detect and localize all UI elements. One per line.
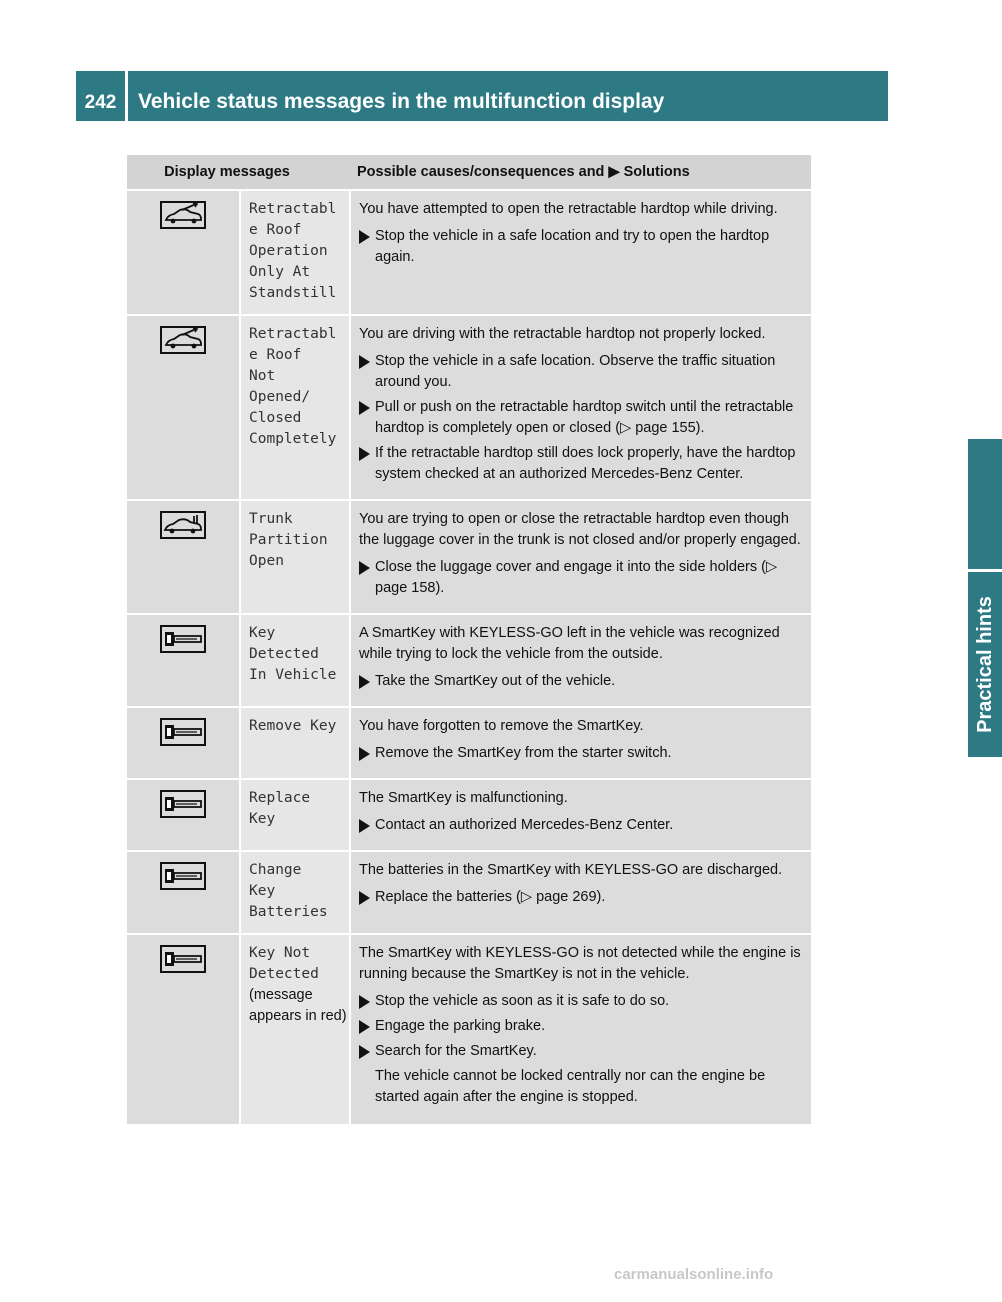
table-row bbox=[127, 501, 811, 615]
causes-solutions bbox=[349, 708, 811, 780]
step-text: Replace the batteries (▷ page 269). bbox=[375, 889, 606, 905]
display-message bbox=[239, 708, 349, 780]
solution-step bbox=[359, 557, 805, 599]
step-arrow-icon bbox=[359, 226, 370, 251]
note-text: The vehicle cannot be locked centrally nor can the engine be started again after the engine is stopped. bbox=[375, 1068, 766, 1105]
step-arrow-icon bbox=[359, 1041, 370, 1066]
step-arrow-icon bbox=[359, 557, 370, 582]
display-message-line: Retractabl bbox=[249, 326, 337, 342]
display-message bbox=[239, 615, 349, 708]
display-message bbox=[239, 316, 349, 501]
display-message-line: Opened/ bbox=[249, 389, 311, 405]
table-row bbox=[127, 852, 811, 935]
display-message-line: Operation bbox=[249, 243, 328, 259]
step-arrow-icon bbox=[359, 991, 370, 1016]
display-message-line: Partition bbox=[249, 532, 328, 548]
causes-solutions bbox=[349, 191, 811, 316]
step-arrow-icon bbox=[359, 743, 370, 768]
step-arrow-icon bbox=[359, 671, 370, 696]
solution-step bbox=[359, 351, 805, 393]
display-message-line: Key bbox=[249, 625, 276, 641]
causes-solutions bbox=[349, 501, 811, 615]
display-message-line: Detected bbox=[249, 646, 319, 662]
step-text: Stop the vehicle in a safe location. Observe the traffic situation around you. bbox=[375, 353, 776, 390]
display-message-line: Key bbox=[249, 811, 276, 827]
display-message-line: Key Not bbox=[249, 945, 311, 961]
smartkey-icon bbox=[127, 615, 239, 708]
solution-step bbox=[359, 397, 805, 439]
display-message bbox=[239, 780, 349, 852]
display-message-line: Change bbox=[249, 862, 302, 878]
solution-step bbox=[359, 991, 805, 1012]
display-message bbox=[239, 501, 349, 615]
cause-text: The SmartKey is malfunctioning. bbox=[359, 790, 568, 806]
table-row bbox=[127, 316, 811, 501]
table-row bbox=[127, 935, 811, 1126]
convertible-roof-warning-icon bbox=[127, 191, 239, 316]
convertible-roof-warning-icon bbox=[127, 316, 239, 501]
causes-solutions bbox=[349, 780, 811, 852]
page-number: 242 bbox=[76, 71, 125, 121]
table-row bbox=[127, 615, 811, 708]
solution-step bbox=[359, 815, 805, 836]
messages-table bbox=[127, 155, 811, 1126]
solution-step bbox=[359, 443, 805, 485]
step-text: If the retractable hardtop still does lock properly, have the hardtop system checked at an authorized Mercedes-Benz Center. bbox=[375, 445, 796, 482]
display-message-line: Standstill bbox=[249, 285, 337, 301]
display-message-line: Key bbox=[249, 883, 276, 899]
display-message-line: Trunk bbox=[249, 511, 293, 527]
step-text: Take the SmartKey out of the vehicle. bbox=[375, 673, 616, 689]
display-message-line: e Roof bbox=[249, 347, 302, 363]
display-message-line: Retractabl bbox=[249, 201, 337, 217]
display-message-line: Not bbox=[249, 368, 276, 384]
step-text: Stop the vehicle as soon as it is safe to do so. bbox=[375, 993, 670, 1009]
step-arrow-icon bbox=[359, 887, 370, 912]
display-message-line: In Vehicle bbox=[249, 667, 337, 683]
cause-text: You have forgotten to remove the SmartKey. bbox=[359, 718, 644, 734]
cause-text: The SmartKey with KEYLESS-GO is not detected while the engine is running because the SmartKey is not in the vehicle. bbox=[359, 945, 801, 982]
solution-step bbox=[359, 1016, 805, 1037]
solution-step bbox=[359, 1041, 805, 1062]
display-message-note: (message appears in red) bbox=[249, 987, 347, 1024]
step-arrow-icon bbox=[359, 1016, 370, 1041]
table-row bbox=[127, 191, 811, 316]
display-message bbox=[239, 935, 349, 1126]
step-text: Engage the parking brake. bbox=[375, 1018, 546, 1034]
display-message-line: Open bbox=[249, 553, 284, 569]
step-arrow-icon bbox=[359, 443, 370, 468]
step-arrow-icon bbox=[359, 351, 370, 376]
table-row bbox=[127, 780, 811, 852]
display-message-line: e Roof bbox=[249, 222, 302, 238]
causes-solutions bbox=[349, 935, 811, 1126]
smartkey-icon bbox=[127, 780, 239, 852]
step-text: Search for the SmartKey. bbox=[375, 1043, 537, 1059]
causes-solutions bbox=[349, 316, 811, 501]
table-header-row bbox=[127, 155, 811, 191]
smartkey-icon bbox=[127, 852, 239, 935]
col-display-messages: Display messages bbox=[127, 155, 349, 191]
display-message bbox=[239, 852, 349, 935]
smartkey-icon bbox=[127, 708, 239, 780]
display-message-line: Remove Key bbox=[249, 718, 337, 734]
smartkey-icon bbox=[127, 935, 239, 1126]
solution-step bbox=[359, 743, 805, 764]
side-tab-label-box bbox=[968, 572, 1002, 757]
trunk-partition-icon bbox=[127, 501, 239, 615]
display-message-line: Completely bbox=[249, 431, 337, 447]
step-arrow-icon bbox=[359, 815, 370, 840]
page-title: Vehicle status messages in the multifunction display bbox=[128, 71, 888, 121]
step-text: Contact an authorized Mercedes-Benz Center. bbox=[375, 817, 674, 833]
cause-text: You are trying to open or close the retractable hardtop even though the luggage cover in the trunk is not closed and/or properly engaged. bbox=[359, 511, 801, 548]
page-header bbox=[76, 71, 888, 121]
display-message-line: Detected bbox=[249, 966, 319, 982]
causes-solutions bbox=[349, 852, 811, 935]
display-message-line: Only At bbox=[249, 264, 311, 280]
step-arrow-icon bbox=[359, 397, 370, 422]
cause-text: The batteries in the SmartKey with KEYLESS-GO are discharged. bbox=[359, 862, 783, 878]
solution-step bbox=[359, 226, 805, 268]
step-text: Close the luggage cover and engage it into the side holders (▷ page 158). bbox=[375, 559, 778, 596]
cause-text: You have attempted to open the retractable hardtop while driving. bbox=[359, 201, 778, 217]
side-tab-label: Practical hints bbox=[973, 596, 996, 733]
display-message-line: Replace bbox=[249, 790, 311, 806]
cause-text: A SmartKey with KEYLESS-GO left in the vehicle was recognized while trying to lock the vehicle from the outside. bbox=[359, 625, 780, 662]
solution-step bbox=[359, 887, 805, 908]
step-text: Stop the vehicle in a safe location and try to open the hardtop again. bbox=[375, 228, 770, 265]
step-text: Remove the SmartKey from the starter switch. bbox=[375, 745, 672, 761]
display-message bbox=[239, 191, 349, 316]
table-row bbox=[127, 708, 811, 780]
side-tab-marker bbox=[968, 439, 1002, 569]
causes-solutions bbox=[349, 615, 811, 708]
watermark: carmanualsonline.info bbox=[614, 1266, 774, 1283]
display-message-line: Batteries bbox=[249, 904, 328, 920]
solution-step bbox=[359, 671, 805, 692]
step-text: Pull or push on the retractable hardtop switch until the retractable hardtop is completely open or closed (▷ page 155). bbox=[375, 399, 794, 436]
display-message-line: Closed bbox=[249, 410, 302, 426]
cause-text: You are driving with the retractable hardtop not properly locked. bbox=[359, 326, 766, 342]
col-causes-solutions: Possible causes/consequences and ▶ Solutions bbox=[349, 155, 811, 191]
